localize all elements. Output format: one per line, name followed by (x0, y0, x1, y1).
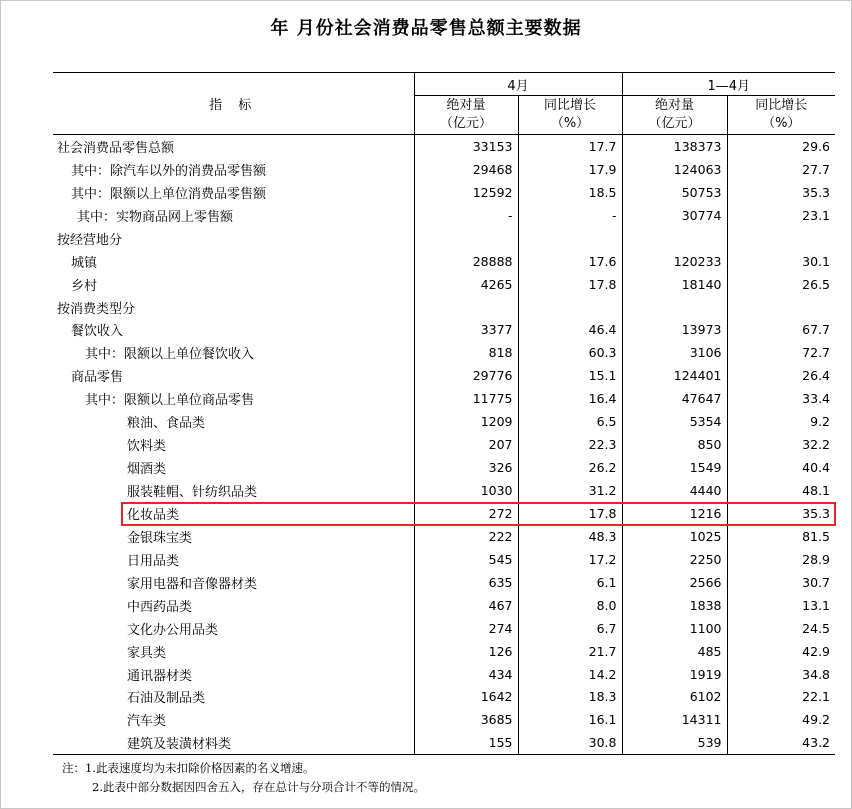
cell-month-abs: 155 (414, 731, 518, 754)
cell-month-growth: 21.7 (518, 640, 622, 663)
row-label: 家用电器和音像器材类 (127, 576, 258, 592)
month-abs-label: 绝对量 (446, 98, 486, 113)
ytd-growth-unit: （%） (762, 116, 801, 131)
cell-month-abs: 33153 (414, 135, 518, 158)
cell-month-growth: 17.2 (518, 548, 622, 571)
row-label: 按经营地分 (57, 232, 123, 248)
table-row (53, 364, 835, 387)
row-label: 按消费类型分 (57, 301, 136, 317)
footnotes (62, 759, 425, 797)
cell-ytd-growth (727, 296, 835, 319)
cell-month-growth: 22.3 (518, 433, 622, 456)
cell-ytd-growth: 81.5 (727, 525, 835, 548)
cell-ytd-growth: 29.6 (727, 135, 835, 158)
month-growth-label: 同比增长 (543, 98, 596, 113)
cell-ytd-growth: 43.2 (727, 731, 835, 754)
cell-ytd-growth: 28.9 (727, 548, 835, 571)
table-row (53, 640, 835, 663)
cell-month-abs: 29468 (414, 158, 518, 181)
row-label: 乡村 (71, 278, 98, 294)
cell-month-growth: 17.8 (518, 502, 622, 525)
cell-ytd-abs: 13973 (622, 319, 727, 342)
cell-ytd-abs: 1216 (622, 502, 727, 525)
cell-ytd-growth: 35.3 (727, 181, 835, 204)
cell-month-abs: 207 (414, 433, 518, 456)
table-row (53, 410, 835, 433)
table-row (53, 731, 835, 754)
cell-ytd-abs: 539 (622, 731, 727, 754)
cell-ytd-abs: 2250 (622, 548, 727, 571)
row-label: 通讯器材类 (127, 668, 193, 684)
cell-month-abs: 3685 (414, 708, 518, 731)
row-label: 城镇 (71, 255, 98, 271)
cell-ytd-growth: 34.8 (727, 663, 835, 686)
month-growth-header (518, 96, 622, 135)
cell-month-growth: 17.7 (518, 135, 622, 158)
table-row (53, 594, 835, 617)
ytd-growth-header (727, 96, 835, 135)
cell-ytd-abs: 3106 (622, 341, 727, 364)
row-label: 其中：实物商品网上零售额 (77, 209, 234, 225)
cell-ytd-growth: 9.2 (727, 410, 835, 433)
retail-sales-table (53, 72, 835, 755)
table-row (53, 548, 835, 571)
cell-month-growth: 30.8 (518, 731, 622, 754)
month-growth-unit: （%） (550, 116, 590, 131)
cell-month-growth: 46.4 (518, 319, 622, 342)
ytd-group-header: 1—4月 (622, 73, 835, 96)
table-row (53, 273, 835, 296)
cell-month-abs: 326 (414, 456, 518, 479)
cell-ytd-abs (622, 296, 727, 319)
cell-ytd-abs: 1025 (622, 525, 727, 548)
cell-month-abs: 222 (414, 525, 518, 548)
cell-month-abs: 1030 (414, 479, 518, 502)
cell-ytd-growth: 24.5 (727, 617, 835, 640)
row-label: 商品零售 (71, 370, 124, 386)
cell-month-abs (414, 296, 518, 319)
cell-ytd-abs: 47647 (622, 387, 727, 410)
row-label: 石油及制品类 (127, 691, 206, 707)
month-group-header: 4月 (414, 73, 622, 96)
cell-ytd-abs: 124401 (622, 364, 727, 387)
cell-month-abs: - (414, 204, 518, 227)
table-row (53, 387, 835, 410)
row-label: 服装鞋帽、针纺织品类 (127, 485, 258, 501)
row-label: 建筑及装潢材料类 (53, 731, 414, 754)
row-label: 中西药品类 (127, 599, 193, 615)
cell-month-abs: 126 (414, 640, 518, 663)
cell-ytd-growth: 48.1 (727, 479, 835, 502)
cell-ytd-growth: 22.1 (727, 686, 835, 709)
cell-month-growth: 16.1 (518, 708, 622, 731)
table-row (53, 686, 835, 709)
row-label: 金银珠宝类 (127, 530, 193, 546)
cell-ytd-growth: 33.4 (727, 387, 835, 410)
page-title: 年 月份社会消费品零售总额主要数据 (270, 18, 582, 39)
indicator-header: 指 标 (53, 73, 414, 135)
cell-month-abs: 545 (414, 548, 518, 571)
row-label: 餐饮收入 (71, 324, 124, 340)
table-row (53, 708, 835, 731)
month-abs-header (414, 96, 518, 135)
cell-ytd-abs: 120233 (622, 250, 727, 273)
cell-ytd-growth: 27.7 (727, 158, 835, 181)
cell-ytd-growth: 72.7 (727, 341, 835, 364)
table-row (53, 181, 835, 204)
cell-month-abs: 434 (414, 663, 518, 686)
row-label: 其中：限额以上单位商品零售 (85, 393, 255, 409)
cell-ytd-growth: 40.4 (727, 456, 835, 479)
ytd-abs-unit: （亿元） (648, 116, 701, 131)
cell-ytd-abs: 4440 (622, 479, 727, 502)
cell-ytd-growth (727, 227, 835, 250)
cell-month-growth: 31.2 (518, 479, 622, 502)
cell-ytd-abs: 1100 (622, 617, 727, 640)
row-label: 烟酒类 (127, 462, 167, 478)
cell-month-growth: 18.5 (518, 181, 622, 204)
cell-month-growth: 17.9 (518, 158, 622, 181)
month-abs-unit: （亿元） (439, 116, 492, 131)
cell-month-growth: 18.3 (518, 686, 622, 709)
table-row (53, 617, 835, 640)
table-row (53, 135, 835, 158)
cell-ytd-growth: 23.1 (727, 204, 835, 227)
cell-month-growth: 6.1 (518, 571, 622, 594)
cell-month-abs: 272 (414, 502, 518, 525)
cell-ytd-growth: 49.2 (727, 708, 835, 731)
cell-month-abs: 274 (414, 617, 518, 640)
cell-month-abs: 1209 (414, 410, 518, 433)
row-label: 其中：除汽车以外的消费品零售额 (71, 163, 267, 179)
cell-ytd-abs: 5354 (622, 410, 727, 433)
row-label: 日用品类 (127, 553, 180, 569)
ytd-abs-label: 绝对量 (654, 98, 694, 113)
cell-ytd-growth: 42.9 (727, 640, 835, 663)
cell-ytd-growth: 26.5 (727, 273, 835, 296)
cell-month-growth: 6.5 (518, 410, 622, 433)
cell-ytd-growth: 35.3 (727, 502, 835, 525)
cell-month-abs: 3377 (414, 319, 518, 342)
cell-month-abs: 28888 (414, 250, 518, 273)
cell-month-growth: 17.6 (518, 250, 622, 273)
cell-month-abs: 1642 (414, 686, 518, 709)
row-label: 其中：限额以上单位餐饮收入 (85, 347, 255, 363)
cell-ytd-abs: 850 (622, 433, 727, 456)
cell-ytd-abs: 18140 (622, 273, 727, 296)
table-row (53, 571, 835, 594)
cell-ytd-growth: 13.1 (727, 594, 835, 617)
cell-month-growth (518, 296, 622, 319)
cell-month-abs (414, 227, 518, 250)
table-row (53, 525, 835, 548)
cell-month-growth: 48.3 (518, 525, 622, 548)
cell-month-growth: 15.1 (518, 364, 622, 387)
cell-ytd-growth: 30.1 (727, 250, 835, 273)
table-row (53, 479, 835, 502)
header-row-groups (53, 73, 835, 96)
cell-ytd-abs: 1919 (622, 663, 727, 686)
row-label: 社会消费品零售总额 (57, 140, 175, 156)
table-row (53, 296, 835, 319)
cell-ytd-abs: 2566 (622, 571, 727, 594)
cell-ytd-abs: 1549 (622, 456, 727, 479)
table-row (53, 319, 835, 342)
cell-month-growth: 17.8 (518, 273, 622, 296)
cell-month-growth: 6.7 (518, 617, 622, 640)
row-label: 家具类 (127, 645, 167, 661)
cell-month-growth (518, 227, 622, 250)
cell-month-abs: 11775 (414, 387, 518, 410)
cell-month-growth: 16.4 (518, 387, 622, 410)
cell-ytd-growth: 67.7 (727, 319, 835, 342)
table-row (53, 204, 835, 227)
table-row (53, 663, 835, 686)
table-row (53, 433, 835, 456)
row-label: 其中：限额以上单位消费品零售额 (71, 186, 267, 202)
table-row (53, 158, 835, 181)
footnote-1: 注：1.此表速度均为未扣除价格因素的名义增速。 (62, 761, 315, 775)
cell-month-growth: 14.2 (518, 663, 622, 686)
row-label: 汽车类 (127, 714, 167, 730)
cell-ytd-abs: 6102 (622, 686, 727, 709)
row-label: 粮油、食品类 (127, 416, 206, 432)
table-row (53, 341, 835, 364)
cell-ytd-abs: 14311 (622, 708, 727, 731)
cell-ytd-growth: 30.7 (727, 571, 835, 594)
row-label: 化妆品类 (127, 507, 180, 523)
cell-month-abs: 12592 (414, 181, 518, 204)
cell-month-abs: 818 (414, 341, 518, 364)
cell-ytd-growth: 32.2 (727, 433, 835, 456)
table-row (53, 227, 835, 250)
ytd-abs-header (622, 96, 727, 135)
row-label: 饮料类 (127, 439, 167, 455)
footnote-2: 2.此表中部分数据因四舍五入，存在总计与分项合计不等的情况。 (92, 780, 425, 794)
cell-month-growth: 8.0 (518, 594, 622, 617)
cell-month-growth: - (518, 204, 622, 227)
cell-ytd-abs: 124063 (622, 158, 727, 181)
table-body (53, 135, 835, 755)
cell-ytd-abs (622, 227, 727, 250)
cell-ytd-abs: 50753 (622, 181, 727, 204)
cell-month-abs: 467 (414, 594, 518, 617)
cell-month-growth: 60.3 (518, 341, 622, 364)
cell-ytd-abs: 138373 (622, 135, 727, 158)
table-row (53, 502, 835, 525)
table-row (53, 250, 835, 273)
cell-ytd-growth: 26.4 (727, 364, 835, 387)
cell-month-abs: 29776 (414, 364, 518, 387)
row-label: 文化办公用品类 (127, 622, 219, 638)
cell-month-abs: 635 (414, 571, 518, 594)
cell-ytd-abs: 30774 (622, 204, 727, 227)
cell-ytd-abs: 1838 (622, 594, 727, 617)
cell-month-abs: 4265 (414, 273, 518, 296)
cell-ytd-abs: 485 (622, 640, 727, 663)
table-row (53, 456, 835, 479)
ytd-growth-label: 同比增长 (755, 98, 808, 113)
cell-month-growth: 26.2 (518, 456, 622, 479)
